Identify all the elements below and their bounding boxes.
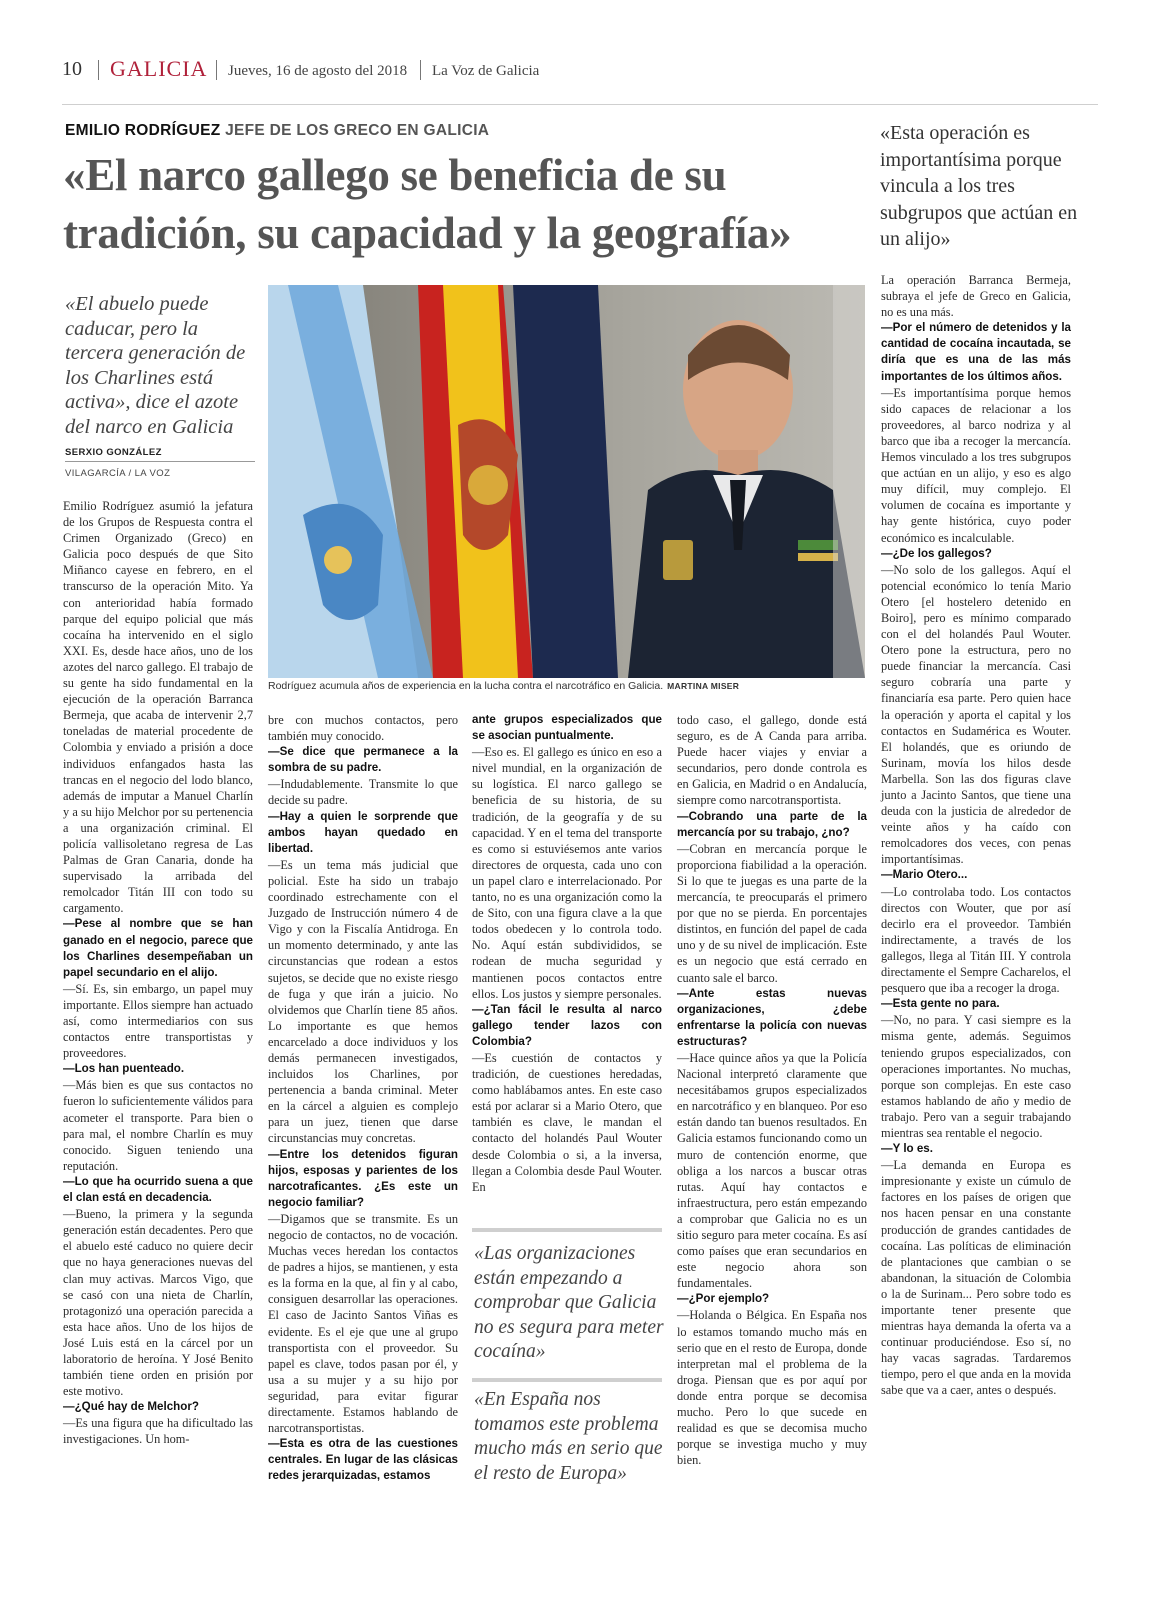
section-name[interactable]: GALICIA: [110, 56, 208, 81]
article-column-3: [472, 712, 662, 1195]
officer-photo-illustration: [268, 285, 865, 678]
interview-question: —Mario Otero...: [881, 868, 968, 882]
headline-line-1: «El narco gallego se beneficia de su: [63, 150, 727, 200]
byline-rule: [65, 461, 255, 462]
article-paragraph: —Lo controlaba todo. Los contactos directos con Wouter, que por así decirlo era el proveedor. También indirectamente, a través de los gallegos, llega al Titán III. Y controla directamente el Sempre Cacharelos, el pesquero que iba a recoger la droga.: [881, 884, 1071, 996]
interview-question: —Pese al nombre que se han ganado en el negocio, parece que los Charlines desempeñaban un papel secundario en el alijo.: [63, 917, 253, 979]
byline: [65, 447, 255, 479]
masthead: [62, 56, 1098, 86]
interview-question: —Cobrando una parte de la mercancía por su trabajo, ¿no?: [677, 809, 867, 839]
article-paragraph: —Cobran en mercancía porque le proporciona fiabilidad a la operación. Si lo que te juegas es una parte de la mercancía, te preocuparás el primero por que no se pierda. En porcentajes distintos, en función del papel de cada uno y de su nivel de implicación. Este es un negocio que está cerrado en cuanto sale el barco.: [677, 841, 867, 985]
kicker-name: EMILIO RODRÍGUEZ: [65, 122, 221, 139]
pull-quote-2: «En España nos tomamos este problema mucho más en serio que el resto de Europa»: [474, 1389, 663, 1484]
article-paragraph: Emilio Rodríguez asumió la jefatura de los Grupos de Respuesta contra el Crimen Organizado (Greco) en Galicia poco después de que Sito Miñanco cayese en febrero, en el transcurso de la operación Mito. Ya con anterioridad había formado parque del equipo policial que más cocaína ha intervenido en el siglo XXI. Es, desde hace años, uno de los azotes del narco gallego. El trabajo de su gente ha sido fundamental en la ejecución de la operación Barranca Bermeja, que acaba de intervenir 2,7 toneladas de material procedente de Colombia y enviado a prisión a doce individuos enfangados hasta las trancas en el negocio del lodo blanco, además de imputar a Manuel Charlín y a su hijo Melchor por su pertenencia a una organización criminal. El policía vallisoletano regresa de Las Palmas de Gran Canaria, donde ha supervisado la arribada del remolcador Titán III con todo su cargamento.: [63, 499, 253, 916]
article-column-1: [63, 498, 253, 1448]
article-photo: [268, 285, 865, 678]
masthead-divider: [420, 60, 421, 80]
pull-quote-rule: [472, 1378, 662, 1382]
interview-question: —Lo que ha ocurrido suena a que el clan está en decadencia.: [63, 1174, 253, 1205]
page-number: 10: [62, 58, 82, 80]
interview-question: —Los han puenteado.: [63, 1062, 185, 1076]
interview-question: —Ante estas nuevas organizaciones, ¿debe enfrentarse la policía con nuevas estructuras?: [677, 986, 867, 1048]
article-paragraph: bre con muchos contactos, pero también muy conocido.: [268, 713, 458, 744]
kicker-role: JEFE DE LOS GRECO EN GALICIA: [225, 122, 490, 139]
pull-quote-rule: [472, 1228, 662, 1232]
masthead-rule: [62, 104, 1098, 105]
article-paragraph: —Hace quince años ya que la Policía Nacional interpretó claramente que necesitábamos grupos especializados en narcotráfico y en blanqueo. Por eso están dando tan buenos resultados. En Galicia estamos funcionando como un muro de contención enorme, que obliga a los narcos a buscar otras rutas. Aquí hay contactos e infraestructura, pero están empezando a comprobar que Galicia no es un sitio seguro para meter cocaína. Es así como países que eran secundarios en este negocio ahora son fundamentales.: [677, 1050, 867, 1291]
interview-question: —¿Por ejemplo?: [677, 1292, 770, 1306]
article-paragraph: todo caso, el gallego, donde está seguro, es de A Canda para arriba. Puede hacer viajes y enviar a secundarios, pero donde controla es en Galicia, en Madrid o en Andalucía, siempre como narcotransportista.: [677, 713, 867, 808]
article-paragraph: —Holanda o Bélgica. En España nos lo estamos tomando mucho más en serio que en el resto de Europa, donde interpretan mal el problema de la droga. Piensan que es por aquí por donde entra porque se decomisa mucho. Pero lo que sucede en realidad es que se decomisa mucho porque se investiga mucho y muy bien.: [677, 1308, 867, 1468]
article-paragraph: —Es cuestión de contactos y tradición, de cuestiones heredadas, como hablábamos antes. En este caso está por aclarar si a Mario Otero, que también es clave, le mandan el contacto del holandés Paul Wouter desde Colombia o si, a la inversa, llegan a Colombia desde Paul Wouter. En: [472, 1050, 662, 1194]
interview-question: —Se dice que permanece a la sombra de su padre.: [268, 745, 458, 775]
article-paragraph: —Indudablemente. Transmite lo que decide su padre.: [268, 777, 458, 808]
article-paragraph: —No, no para. Y casi siempre es la misma gente, además. Seguimos teniendo grupos especializados, con operaciones importantes. No muchas, porque son complejas. En este caso estamos hablando de año y medio de trabajo. Pero van a seguir trabajando mientras sea rentable el negocio.: [881, 1013, 1071, 1140]
caption-text: Rodríguez acumula años de experiencia en la lucha contra el narcotráfico en Galicia.: [268, 680, 664, 692]
article-paragraph: —Bueno, la primera y la segunda generación están decadentes. Pero que el abuelo esté caduco no quiere decir que no haya generaciones nuevas del clan muy activas. Marcos Vigo, que se casó con una nieta de Charlín, protagonizó una operación parecida a esta hace años. Uno de los hijos de José Luis está en la cárcel por un laboratorio de heroína. Y José Benito también tiene orden en prisión por este motivo.: [63, 1207, 253, 1399]
pull-quote-1: «Las organizaciones están empezando a comprobar que Galicia no es segura para meter cocaína»: [474, 1243, 664, 1362]
issue-date: Jueves, 16 de agosto del 2018: [228, 63, 408, 79]
headline-line-2: tradición, su capacidad y la geografía»: [63, 208, 792, 258]
interview-question: —¿Tan fácil le resulta al narco gallego tender lazos con Colombia?: [472, 1002, 662, 1048]
interview-question: —Y lo es.: [881, 1142, 933, 1156]
article-paragraph: —Sí. Es, sin embargo, un papel muy importante. Ellos siempre han actuado así, como intermediarios con sus contactos entre transportistas y proveedores.: [63, 981, 253, 1061]
interview-question: —Entre los detenidos figuran hijos, esposas y parientes de los narcotraficantes. ¿Es este un negocio familiar?: [268, 1147, 458, 1209]
interview-question: —Por el número de detenidos y la cantidad de cocaína incautada, se diría que es una de las más importantes de los últimos años.: [881, 321, 1071, 383]
interview-question: —Esta gente no para.: [881, 997, 1000, 1011]
interview-question: —¿Qué hay de Melchor?: [63, 1400, 199, 1414]
article-paragraph: La operación Barranca Bermeja, subraya el jefe de Greco en Galicia, no es una más.: [881, 273, 1071, 320]
article-paragraph: —Es un tema más judicial que policial. Este ha sido un trabajo coordinado estrechamente con el Juzgado de Instrucción número 4 de Vigo y con la Fiscalía Antidroga. En un momento determinado, y ante las circunstancias que rodean a estos sujetos, se decide que no existe riesgo de fuga y que irán a juicio. No olvidemos que Charlín tiene 85 años. Lo importante es que hemos encarcelado a doce individuos y los demás permanecen investigados, incluidos los Charlines, por pertenencia a banda criminal. Meter en la cárcel a alguien es complejo para un juez, tienen que darse circunstancias muy concretas.: [268, 857, 458, 1146]
interview-question: —Hay a quien le sorprende que ambos hayan quedado en libertad.: [268, 809, 458, 855]
interview-question: ante grupos especializados que se asocian puntualmente.: [472, 713, 662, 743]
interview-question: —Esta es otra de las cuestiones centrales. En lugar de las clásicas redes jerarquizadas, estamos: [268, 1437, 458, 1483]
article-paragraph: —No solo de los gallegos. Aquí el potencial económico lo tenía Mario Otero [el hostelero detenido en Boiro], pero es mínimo comparado con el del holandés Paul Wouter. Otero pone la estructura, pero no puede financiar la mercancía. Casi seguro cobraría una parte y financiaría esa parte. Pero quien hace la operación y aporta el capital y los contactos en Sudamérica es Wouter. El holandés, que es oriundo de Surinam, movía los hilos desde Marbella. Son las dos figuras clave junto a Jacinto Santos, que tiene una deuda con la justicia de alrededor de veinte años y ha caído con remolcadores dos veces, con penas importantísimas.: [881, 562, 1071, 867]
article-paragraph: —Es una figura que ha dificultado las investigaciones. Un hom-: [63, 1416, 253, 1447]
masthead-divider: [216, 60, 217, 80]
byline-location: VILAGARCÍA / LA VOZ: [65, 468, 171, 479]
article-paragraph: —Más bien es que sus contactos no fueron lo suficientemente válidos para acometer el transporte. Para bien o para mal, el nombre Charlín es muy conocido. Siguen teniendo una reputación.: [63, 1078, 253, 1173]
kicker: [65, 122, 489, 140]
publication-name: La Voz de Galicia: [432, 63, 540, 79]
article-column-5: [881, 272, 1071, 1399]
article-column-2: [268, 712, 458, 1485]
photo-credit: MARTINA MISER: [667, 681, 740, 691]
headline: [63, 146, 868, 262]
article-paragraph: —Digamos que se transmite. Es un negocio de contactos, no de vocación. Muchas veces heredan los contactos de padres a hijos, se mantienen, y esta es la forma en la que, al fin y al cabo, consiguen desarrollar las operaciones. El caso de Jacinto Santos Viñas es evidente. Es el eje que une al grupo transportista con el proveedor. Su papel es clave, todos pasan por él, y usa a su mujer y a su hijo por seguridad, para evitar figurar directamente. Estamos hablando de narcotransportistas.: [268, 1211, 458, 1436]
article-paragraph: —Eso es. El gallego es único en eso a nivel mundial, en la organización de su logística. El narco gallego se beneficia de su historia, de su tradición, de la geografía y de su capacidad. Y en el tema del transporte es como si estuviésemos ante varios directores de orquesta, cada uno con un papel claro e interrelacionado. Por tanto, no es una organización como la de Sito, con una figura clave a la que todos obedecen y lo controla todo. No. Aquí están subdivididos, se rodean de mucha seguridad y mantienen pocos contactos entre ellos. Los justos y siempre personales.: [472, 745, 662, 1001]
interview-question: —¿De los gallegos?: [881, 546, 992, 560]
article-paragraph: —Es importantísima porque hemos sido capaces de relacionar a los proveedores, al barco nodriza y al barco que iba a recoger la mercancía. Hemos vinculado a los tres subgrupos que actúan en un alijo, y eso es algo muy difícil, muy complejo. El volumen de cocaína es importante y hay gente histórica, cuyo poder económico es incalculable.: [881, 385, 1071, 545]
byline-author: SERXIO GONZÁLEZ: [65, 447, 162, 458]
masthead-divider: [98, 60, 99, 80]
article-column-4: [677, 712, 867, 1468]
article-paragraph: —La demanda en Europa es impresionante y existe un cúmulo de factores en los países de origen que nos hacen pensar en una constante producción de grandes cantidades de cocaína. Las políticas de eliminación de plantaciones que cambian o se abandonan, la situación de Colombia o la de Surinam... Pero sobre todo es importante tener presente que mientras haya demanda la oferta va a continuar produciéndose. Eso sí, no hay vacas sagradas. Tardaremos tiempo, pero el que anda en la movida sabe que va a caer, antes o después.: [881, 1158, 1071, 1398]
photo-caption: [268, 680, 865, 692]
right-quote: «Esta operación es importantísima porque vincula a los tres subgrupos que actúan en un alijo»: [880, 122, 1078, 250]
dek: «El abuelo puede caducar, pero la tercera generación de los Charlines está activa», dice el azote del narco en Galicia: [65, 293, 246, 438]
